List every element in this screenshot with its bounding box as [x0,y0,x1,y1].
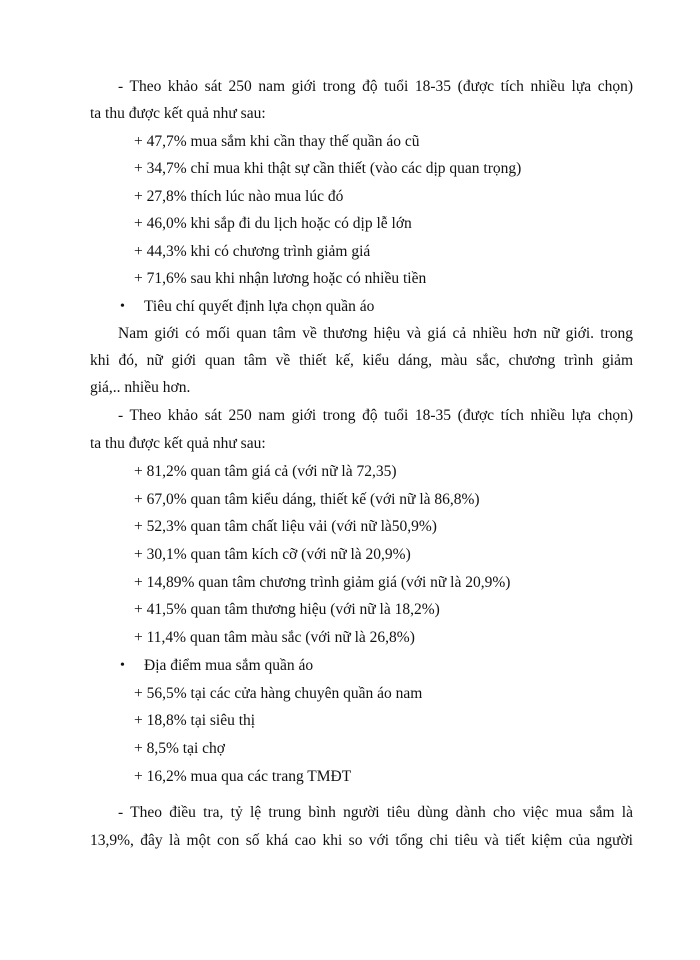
location-heading: Địa điểm mua sắm quần áo [144,657,314,674]
criteria-bullet: • [120,299,125,314]
survey1-item: + 71,6% sau khi nhận lương hoặc có nhiều tiền [134,270,427,287]
survey1-item: + 46,0% khi sắp đi du lịch hoặc có dịp lễ lớn [134,215,412,232]
survey2-item: + 67,0% quan tâm kiểu dáng, thiết kế (với nữ là 86,8%) [134,491,480,508]
criteria-para-line1: Nam giới có mối quan tâm về thương hiệu và giá cả nhiều hơn nữ giới. trong [118,325,633,342]
location-item: + 18,8% tại siêu thị [134,712,256,729]
criteria-heading: Tiêu chí quyết định lựa chọn quần áo [144,298,375,315]
criteria-para-line3: giá,.. nhiều hơn. [90,379,191,396]
survey2-item: + 41,5% quan tâm thương hiệu (với nữ là 18,2%) [134,601,440,618]
survey1-item: + 34,7% chỉ mua khi thật sự cần thiết (vào các dịp quan trọng) [134,160,522,177]
criteria-para-line2: khi đó, nữ giới quan tâm về thiết kế, kiểu dáng, màu sắc, chương trình giảm [90,352,633,369]
survey1-item: + 47,7% mua sắm khi cần thay thế quần áo cũ [134,133,420,150]
survey2-intro-line2: ta thu được kết quả như sau: [90,435,266,452]
survey2-item: + 30,1% quan tâm kích cỡ (với nữ là 20,9%) [134,546,411,563]
location-bullet: • [120,658,125,673]
location-item: + 56,5% tại các cửa hàng chuyên quần áo nam [134,685,423,702]
survey1-intro-line1: - Theo khảo sát 250 nam giới trong độ tuổi 18-35 (được tích nhiều lựa chọn) [118,78,633,95]
survey1-item: + 27,8% thích lúc nào mua lúc đó [134,188,344,205]
survey2-intro-line1: - Theo khảo sát 250 nam giới trong độ tuổi 18-35 (được tích nhiều lựa chọn) [118,407,633,424]
survey1-intro-line2: ta thu được kết quả như sau: [90,105,266,122]
survey1-item: + 44,3% khi có chương trình giảm giá [134,243,371,260]
survey2-item: + 52,3% quan tâm chất liệu vải (với nữ là50,9%) [134,518,437,535]
location-item: + 8,5% tại chợ [134,740,225,757]
survey2-item: + 14,89% quan tâm chương trình giảm giá (với nữ là 20,9%) [134,574,511,591]
survey2-item: + 11,4% quan tâm màu sắc (với nữ là 26,8%) [134,629,415,646]
conclusion-line2: 13,9%, đây là một con số khá cao khi so với tổng chi tiêu và tiết kiệm của người [90,832,633,849]
conclusion-line1: - Theo điều tra, tỷ lệ trung bình người tiêu dùng dành cho việc mua sắm là [118,804,633,821]
location-item: + 16,2% mua qua các trang TMĐT [134,768,352,785]
survey2-item: + 81,2% quan tâm giá cả (với nữ là 72,35) [134,463,397,480]
